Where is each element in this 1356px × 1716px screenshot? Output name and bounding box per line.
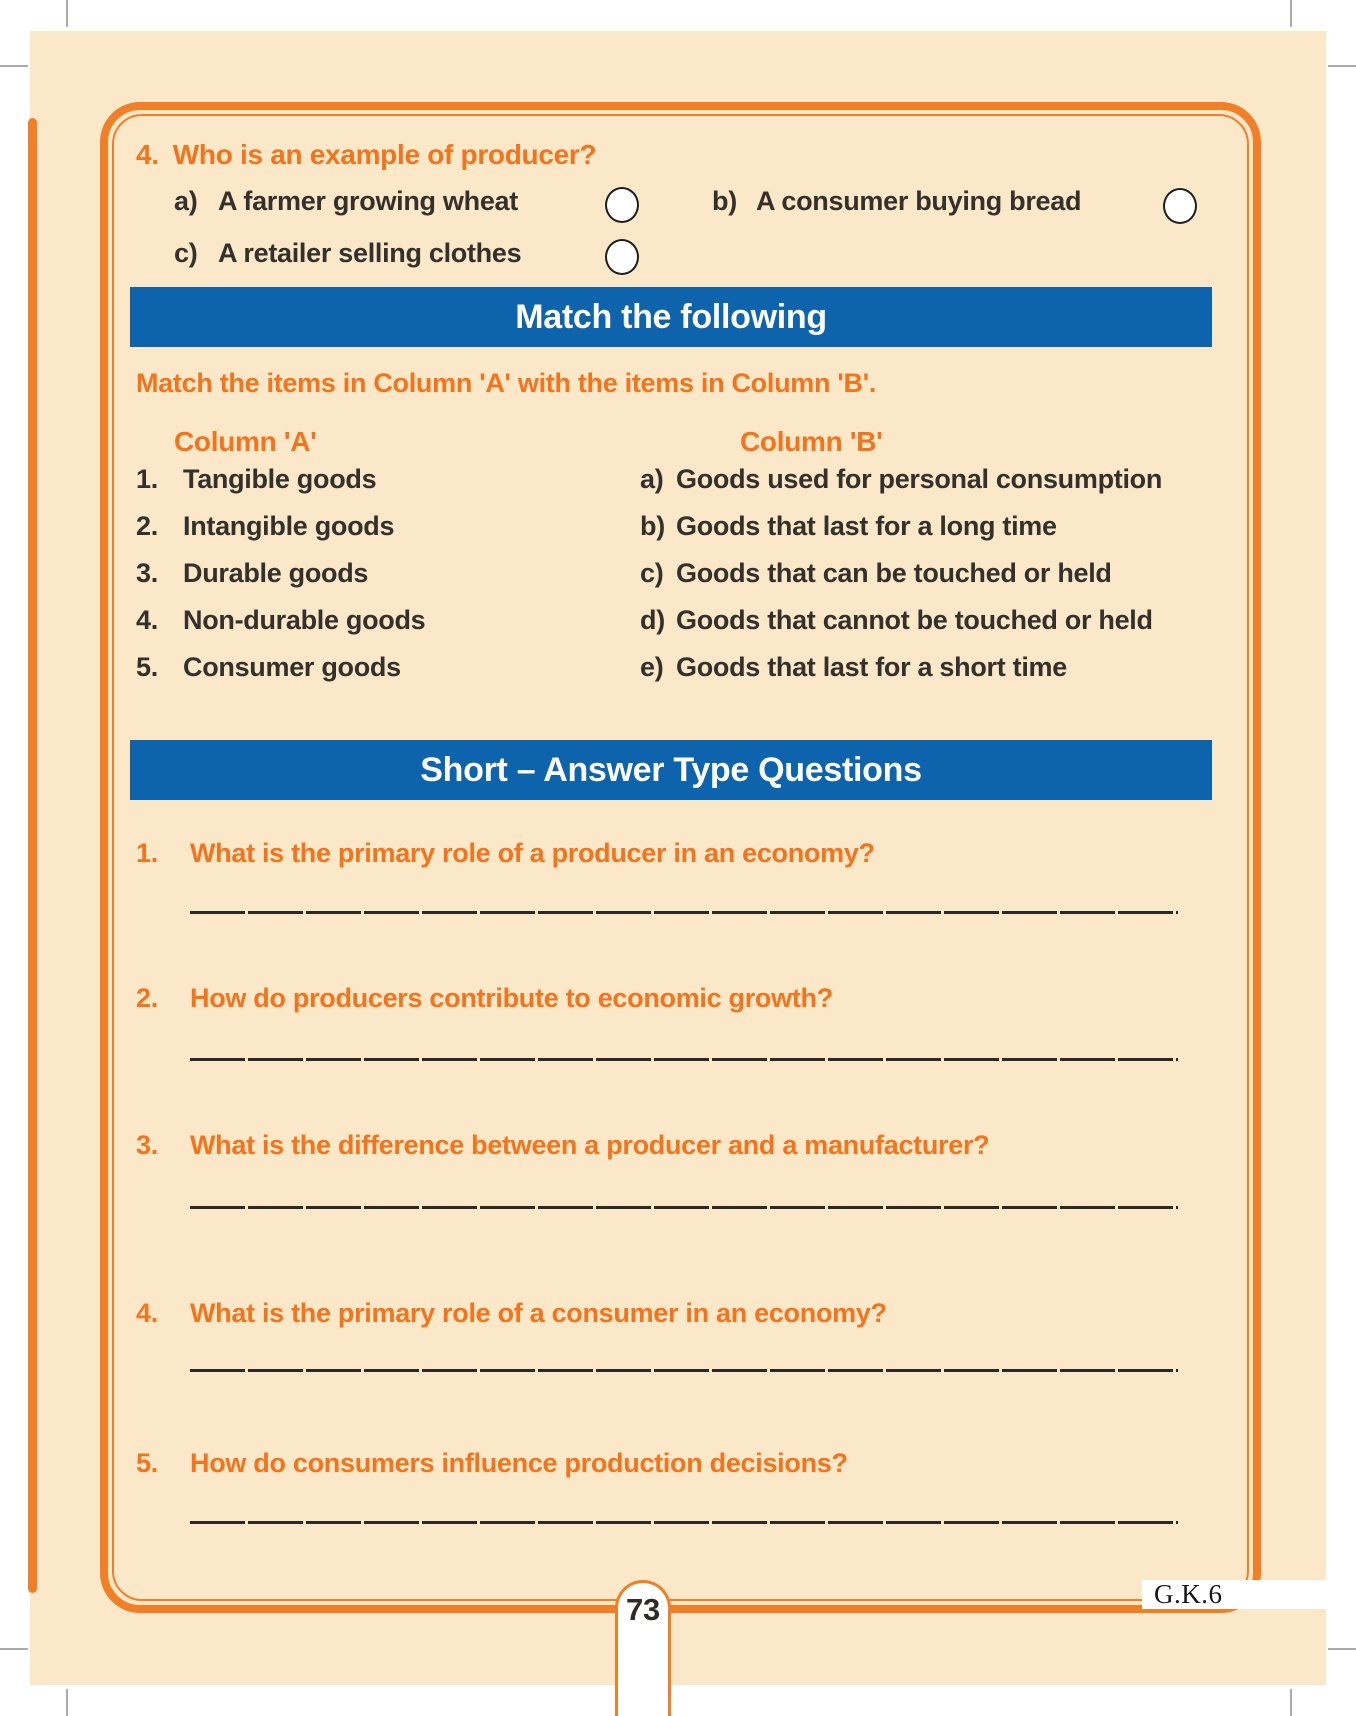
question-row (0, 1298, 1356, 1334)
option-b-text: A consumer buying bread (756, 186, 1082, 216)
match-section-banner (130, 287, 1212, 347)
option-c-text: A retailer selling clothes (218, 238, 522, 268)
question-number: 3. (136, 1130, 158, 1160)
match-instruction: Match the items in Column 'A' with the items in Column 'B'. (136, 368, 877, 398)
answer-line[interactable] (190, 1051, 1178, 1061)
crop-mark (1290, 0, 1292, 27)
question-number: 1. (136, 838, 158, 868)
option-c-answer-bubble[interactable] (605, 239, 639, 275)
question-row (0, 838, 1356, 874)
question-text: What is the primary role of a consumer in an economy? (190, 1298, 887, 1328)
question-text: What is the primary role of a producer in an economy? (190, 838, 875, 868)
match-row (0, 605, 1356, 639)
match-b-text: Goods that can be touched or held (676, 558, 1112, 588)
match-a-number: 2. (136, 511, 158, 541)
mcq-option-row (0, 186, 1356, 228)
question-number: 5. (136, 1448, 158, 1478)
question-text: How do consumers influence production decisions? (190, 1448, 848, 1478)
match-row (0, 511, 1356, 545)
crop-mark (1328, 65, 1356, 67)
match-b-text: Goods used for personal consumption (676, 464, 1163, 494)
match-row (0, 558, 1356, 592)
match-banner-title: Match the following (515, 297, 827, 336)
crop-mark (66, 1689, 68, 1716)
question-number: 2. (136, 983, 158, 1013)
column-a-header: Column 'A' (174, 426, 317, 457)
answer-line[interactable] (190, 904, 1178, 914)
short-answer-banner-title: Short – Answer Type Questions (420, 750, 922, 789)
match-b-letter: d) (640, 605, 665, 635)
option-b-answer-bubble[interactable] (1163, 188, 1197, 224)
crop-mark (1290, 1689, 1292, 1716)
page-number-tab (615, 1580, 671, 1716)
option-a-answer-bubble[interactable] (605, 187, 639, 223)
match-a-number: 1. (136, 464, 158, 494)
column-b-header: Column 'B' (740, 426, 883, 457)
match-a-text: Non-durable goods (183, 605, 426, 635)
match-a-number: 4. (136, 605, 158, 635)
match-a-number: 3. (136, 558, 158, 588)
question-row (0, 1448, 1356, 1484)
mcq-question-number: 4. (136, 139, 159, 170)
option-c-letter: c) (174, 238, 198, 268)
match-a-text: Tangible goods (183, 464, 377, 494)
match-b-letter: a) (640, 464, 664, 494)
question-row (0, 983, 1356, 1019)
short-answer-section-banner (130, 740, 1212, 800)
option-a-letter: a) (174, 186, 198, 216)
match-b-text: Goods that last for a short time (676, 652, 1067, 682)
page-number: 73 (626, 1592, 660, 1627)
crop-mark (0, 65, 28, 67)
question-row (0, 1130, 1356, 1166)
mcq-option-row (0, 238, 1356, 280)
mcq-question (136, 139, 596, 171)
answer-line[interactable] (190, 1199, 1178, 1209)
match-row (0, 652, 1356, 686)
match-a-text: Intangible goods (183, 511, 395, 541)
match-a-text: Durable goods (183, 558, 369, 588)
option-b-letter: b) (712, 186, 737, 216)
option-a-text: A farmer growing wheat (218, 186, 518, 216)
match-b-text: Goods that last for a long time (676, 511, 1057, 541)
answer-line[interactable] (190, 1362, 1178, 1372)
mcq-question-text: Who is an example of producer? (172, 139, 597, 170)
answer-line[interactable] (190, 1514, 1178, 1524)
question-text: How do producers contribute to economic growth? (190, 983, 833, 1013)
match-a-text: Consumer goods (183, 652, 401, 682)
match-b-text: Goods that cannot be touched or held (676, 605, 1153, 635)
book-code-label: G.K.6 (1142, 1580, 1326, 1609)
match-b-letter: e) (640, 652, 664, 682)
crop-mark (0, 1648, 28, 1650)
match-b-letter: b) (640, 511, 665, 541)
question-text: What is the difference between a producer and a manufacturer? (190, 1130, 990, 1160)
match-row (0, 464, 1356, 498)
question-number: 4. (136, 1298, 158, 1328)
match-b-letter: c) (640, 558, 664, 588)
match-a-number: 5. (136, 652, 158, 682)
crop-mark (66, 0, 68, 27)
crop-mark (1328, 1648, 1356, 1650)
